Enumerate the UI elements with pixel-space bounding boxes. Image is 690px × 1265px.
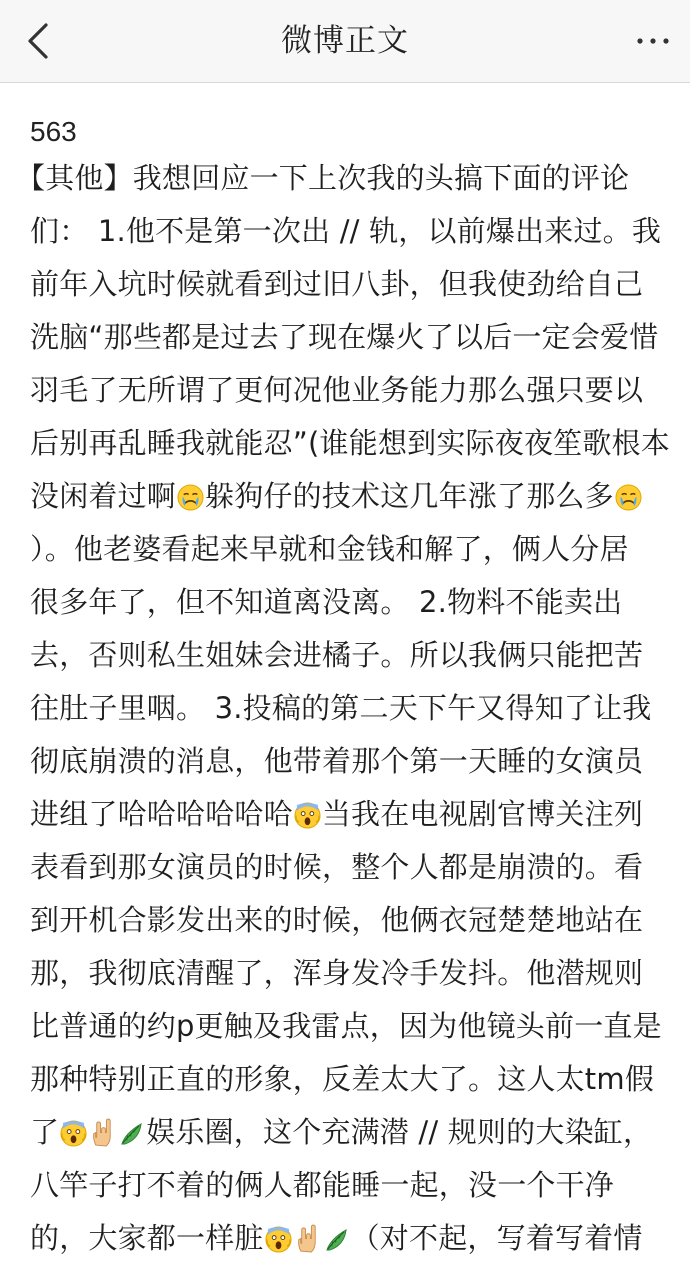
post-text-segment: 们： 1.他不是第一次出 // 轨，以前爆出来过。我: [30, 214, 662, 248]
post-text-segment: 洗脑“那些都是过去了现在爆火了以后一定会爱惜: [30, 320, 659, 354]
post-text-segment: 比普通的约p更触及我雷点，因为他镜头前一直是: [30, 1009, 662, 1043]
crying-face-icon: [177, 484, 204, 511]
post-text-segment: 躲狗仔的技术这几年涨了那么多: [205, 479, 614, 513]
post-text-line: [30, 417, 670, 470]
leaf-icon: [323, 1226, 350, 1253]
post-text-line: [30, 629, 670, 682]
post-text-segment: 后别再乱睡我就能忍”(谁能想到实际夜夜笙歌根本: [30, 426, 670, 460]
post-text-line: [30, 682, 670, 735]
crying-face-icon: [615, 484, 642, 511]
post-text-line: [30, 1159, 670, 1212]
post-text-line: [30, 470, 670, 523]
post-text-line: [30, 788, 670, 841]
post-text-line: [30, 1212, 670, 1265]
leaf-icon: [118, 1120, 145, 1147]
post-text: [16, 152, 670, 1265]
post-text-segment: 那，我彻底清醒了，浑身发冷手发抖。他潜规则: [30, 956, 644, 990]
post-text-segment: 的，大家都一样脏: [30, 1221, 264, 1255]
post-text-line: [30, 1053, 670, 1106]
post-text-line: [30, 735, 670, 788]
post-text-segment: 去，否则私生姐妹会进橘子。所以我俩只能把苦: [30, 638, 644, 672]
rock-hand-icon: [89, 1120, 116, 1147]
post-number: 563: [30, 116, 77, 147]
post-text-segment: ）。他老婆看起来早就和金钱和解了，俩人分居: [30, 532, 629, 566]
post-text-line: [30, 894, 670, 947]
top-nav-bar: [0, 0, 690, 83]
post-text-line: [30, 576, 670, 629]
post-text-segment: 没闲着过啊: [30, 479, 177, 513]
post-text-line: [30, 364, 670, 417]
post-text-segment: 娱乐圈，这个充满潜 // 规则的大染缸，: [146, 1115, 653, 1149]
post-text-segment: 八竿子打不着的俩人都能睡一起，没一个干净: [30, 1168, 615, 1202]
post-text-line: [30, 258, 670, 311]
post-text-segment: 【其他】我想回应一下上次我的头搞下面的评论: [16, 161, 630, 195]
post-text-segment: 表看到那女演员的时候，整个人都是崩溃的。看: [30, 850, 644, 884]
screaming-face-icon: [294, 802, 321, 829]
post-text-segment: 那种特别正直的形象，反差太大了。这人太tm假: [30, 1062, 655, 1096]
more-horizontal-icon[interactable]: [636, 28, 670, 54]
post-body: [16, 112, 670, 1255]
post-text-line: [30, 841, 670, 894]
post-text-line: [30, 947, 670, 1000]
post-text-segment: 羽毛了无所谓了更何况他业务能力那么强只要以: [30, 373, 644, 407]
post-text-segment: 了: [30, 1115, 60, 1149]
post-text-segment: 彻底崩溃的消息，他带着那个第一天睡的女演员: [30, 744, 644, 778]
post-text-line: [30, 311, 670, 364]
post-text-segment: 往肚子里咽。 3.投稿的第二天下午又得知了让我: [30, 691, 652, 725]
post-text-segment: 到开机合影发出来的时候，他俩衣冠楚楚地站在: [30, 903, 644, 937]
rock-hand-icon: [294, 1226, 321, 1253]
post-text-line: [30, 1000, 670, 1053]
post-text-line: [30, 1106, 670, 1159]
post-text-segment: 当我在电视剧官博关注列: [321, 797, 644, 831]
post-text-segment: 很多年了，但不知道离没离。 2.物料不能卖出: [30, 585, 623, 619]
post-text-segment: 前年入坑时候就看到过旧八卦，但我使劲给自己: [30, 267, 644, 301]
page-title: 微博正文: [281, 23, 409, 59]
post-text-segment: 进组了哈哈哈哈哈哈: [30, 797, 293, 831]
screaming-face-icon: [60, 1120, 87, 1147]
post-text-segment: （对不起，写着写着情: [350, 1221, 643, 1255]
post-text-line: [16, 152, 670, 205]
screaming-face-icon: [265, 1226, 292, 1253]
post-text-line: [30, 523, 670, 576]
post-text-line: [30, 205, 670, 258]
